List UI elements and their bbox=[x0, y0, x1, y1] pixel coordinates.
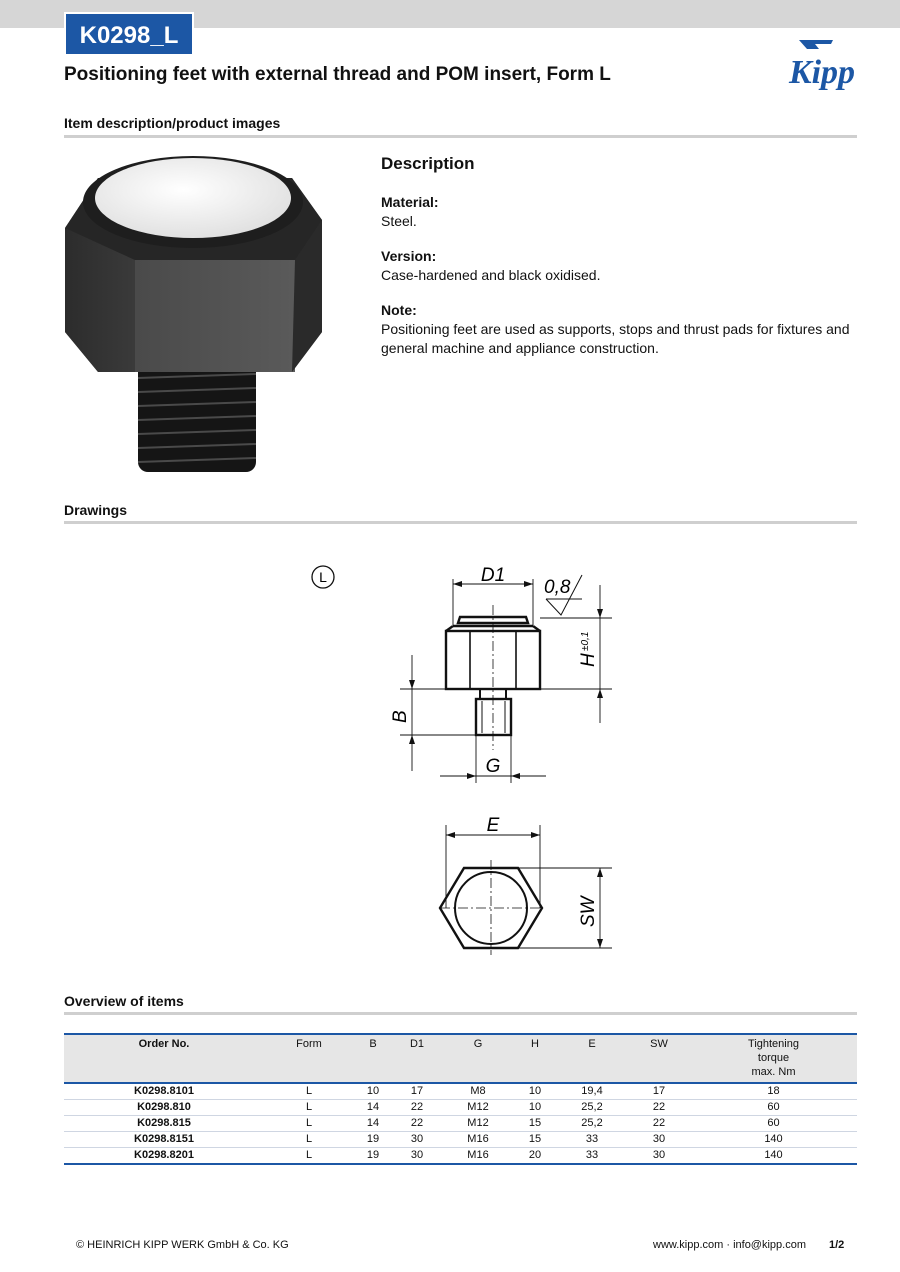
description-heading: Description bbox=[381, 154, 475, 173]
cell: 60 bbox=[690, 1116, 857, 1132]
kipp-logo bbox=[785, 36, 859, 92]
col-header: Form bbox=[264, 1034, 354, 1083]
footer-contact[interactable]: www.kipp.com · info@kipp.com bbox=[653, 1239, 806, 1251]
cell: 30 bbox=[392, 1148, 442, 1165]
cell: 19 bbox=[354, 1132, 392, 1148]
divider bbox=[64, 521, 857, 524]
cell: 17 bbox=[392, 1083, 442, 1100]
cell: 22 bbox=[392, 1100, 442, 1116]
table-header-row bbox=[64, 1034, 857, 1083]
version-value: Case-hardened and black oxidised. bbox=[381, 267, 601, 283]
cell: 25,2 bbox=[556, 1100, 628, 1116]
material-value: Steel. bbox=[381, 213, 417, 229]
cell: M12 bbox=[442, 1116, 514, 1132]
cell: 30 bbox=[628, 1132, 690, 1148]
cell: M16 bbox=[442, 1132, 514, 1148]
col-header: G bbox=[442, 1034, 514, 1083]
order-no: K0298.810 bbox=[64, 1100, 264, 1116]
dim-h: H bbox=[578, 653, 599, 667]
cell: 22 bbox=[392, 1116, 442, 1132]
col-header-torque bbox=[690, 1034, 857, 1083]
cell: L bbox=[264, 1083, 354, 1100]
table-row bbox=[64, 1100, 857, 1116]
description-block bbox=[381, 154, 861, 374]
cell: 25,2 bbox=[556, 1116, 628, 1132]
cell: 14 bbox=[354, 1100, 392, 1116]
cell: 10 bbox=[354, 1083, 392, 1100]
note-value: Positioning feet are used as supports, stops and thrust pads for fixtures and general machine and appliance construction. bbox=[381, 321, 850, 356]
cell: 10 bbox=[514, 1083, 556, 1100]
section-drawings-heading: Drawings bbox=[64, 502, 128, 518]
form-letter: L bbox=[319, 569, 327, 585]
cell: L bbox=[264, 1148, 354, 1165]
divider bbox=[64, 135, 857, 138]
note-label: Note: bbox=[381, 302, 417, 318]
table-row bbox=[64, 1083, 857, 1100]
table-row bbox=[64, 1132, 857, 1148]
cell: 14 bbox=[354, 1116, 392, 1132]
page-number: 1/2 bbox=[829, 1239, 845, 1251]
roughness-value: 0,8 bbox=[544, 577, 571, 598]
col-header: Order No. bbox=[64, 1034, 264, 1083]
page-title: Positioning feet with external thread and POM insert, Form L bbox=[64, 64, 611, 85]
cell: 33 bbox=[556, 1132, 628, 1148]
order-no: K0298.8151 bbox=[64, 1132, 264, 1148]
cell: 15 bbox=[514, 1116, 556, 1132]
cell: 140 bbox=[690, 1148, 857, 1165]
cell: 18 bbox=[690, 1083, 857, 1100]
col-header: B bbox=[354, 1034, 392, 1083]
logo-text: Kipp bbox=[788, 54, 856, 91]
section-images-heading: Item description/product images bbox=[64, 115, 281, 131]
table-row bbox=[64, 1148, 857, 1165]
col-header: SW bbox=[628, 1034, 690, 1083]
cell: 30 bbox=[392, 1132, 442, 1148]
table-row bbox=[64, 1116, 857, 1132]
cell: 19 bbox=[354, 1148, 392, 1165]
torque-line: torque bbox=[757, 1052, 790, 1064]
col-header: E bbox=[556, 1034, 628, 1083]
items-table bbox=[64, 1033, 857, 1165]
cell: 140 bbox=[690, 1132, 857, 1148]
order-no: K0298.815 bbox=[64, 1116, 264, 1132]
table-body bbox=[64, 1083, 857, 1164]
cell: M8 bbox=[442, 1083, 514, 1100]
cell: M16 bbox=[442, 1148, 514, 1165]
technical-drawing bbox=[300, 555, 640, 955]
cell: 19,4 bbox=[556, 1083, 628, 1100]
footer-copyright: © HEINRICH KIPP WERK GmbH & Co. KG bbox=[76, 1239, 289, 1251]
version-label: Version: bbox=[381, 248, 437, 264]
torque-line: max. Nm bbox=[751, 1066, 796, 1078]
dim-d1: D1 bbox=[480, 565, 506, 586]
cell: 60 bbox=[690, 1100, 857, 1116]
cell: 20 bbox=[514, 1148, 556, 1165]
order-no: K0298.8101 bbox=[64, 1083, 264, 1100]
cell: 22 bbox=[628, 1116, 690, 1132]
section-overview-heading: Overview of items bbox=[64, 993, 184, 1009]
material-label: Material: bbox=[381, 194, 439, 210]
cell: L bbox=[264, 1116, 354, 1132]
cell: 33 bbox=[556, 1148, 628, 1165]
cell: L bbox=[264, 1100, 354, 1116]
product-code-badge: K0298_L bbox=[64, 12, 194, 56]
order-no: K0298.8201 bbox=[64, 1148, 264, 1165]
cell: 30 bbox=[628, 1148, 690, 1165]
torque-line: Tightening bbox=[748, 1038, 799, 1050]
cell: 10 bbox=[514, 1100, 556, 1116]
col-header: D1 bbox=[392, 1034, 442, 1083]
cell: 17 bbox=[628, 1083, 690, 1100]
dim-e: E bbox=[486, 815, 500, 836]
cell: 22 bbox=[628, 1100, 690, 1116]
dim-sw: SW bbox=[578, 896, 599, 927]
product-image bbox=[60, 150, 330, 480]
dim-b: B bbox=[390, 710, 411, 723]
divider bbox=[64, 1012, 857, 1015]
dim-h-tolerance: ±0,1 bbox=[580, 631, 591, 651]
cell: M12 bbox=[442, 1100, 514, 1116]
col-header: H bbox=[514, 1034, 556, 1083]
cell: 15 bbox=[514, 1132, 556, 1148]
cell: L bbox=[264, 1132, 354, 1148]
dim-g: G bbox=[485, 756, 501, 777]
